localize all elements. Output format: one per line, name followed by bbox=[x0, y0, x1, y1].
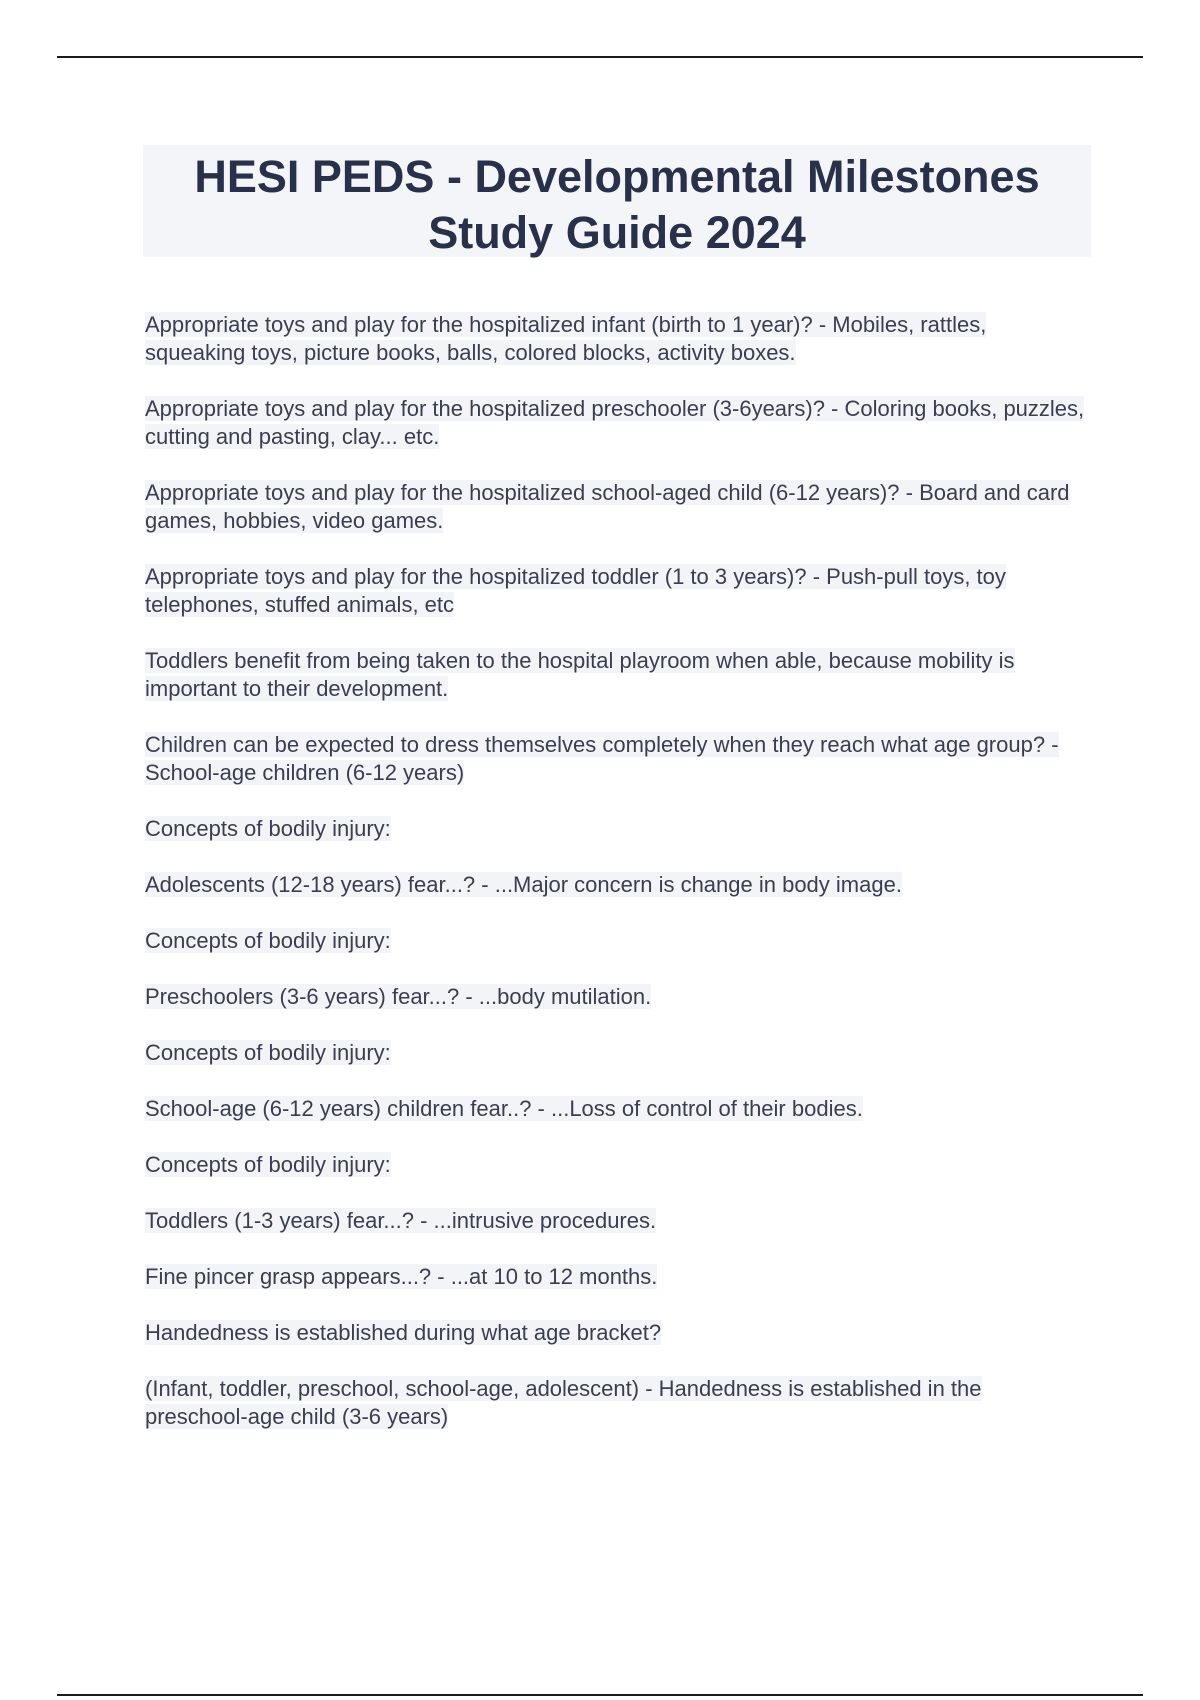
study-entry bbox=[145, 1375, 1085, 1431]
entry-text: Concepts of bodily injury: bbox=[145, 1152, 391, 1177]
study-entry bbox=[145, 983, 1085, 1011]
document-body bbox=[145, 311, 1085, 1459]
entry-text: Concepts of bodily injury: bbox=[145, 816, 391, 841]
entry-text: Appropriate toys and play for the hospitalized toddler (1 to 3 years)? - Push-pull toys, toy telephones, stuffed animals, etc bbox=[145, 564, 1006, 617]
entry-text: Appropriate toys and play for the hospitalized preschooler (3-6years)? - Coloring books, puzzles, cutting and pasting, clay... etc. bbox=[145, 396, 1085, 449]
entry-text: (Infant, toddler, preschool, school-age, adolescent) - Handedness is established in the preschool-age child (3-6 years) bbox=[145, 1376, 982, 1429]
study-entry bbox=[145, 1039, 1085, 1067]
study-entry bbox=[145, 563, 1085, 619]
study-entry bbox=[145, 1263, 1085, 1291]
entry-text: Appropriate toys and play for the hospitalized school-aged child (6-12 years)? - Board and card games, hobbies, video games. bbox=[145, 480, 1070, 533]
study-entry bbox=[145, 1207, 1085, 1235]
entry-text: Adolescents (12-18 years) fear...? - ...Major concern is change in body image. bbox=[145, 872, 902, 897]
study-entry bbox=[145, 927, 1085, 955]
entry-text: Toddlers (1-3 years) fear...? - ...intrusive procedures. bbox=[145, 1208, 657, 1233]
study-entry bbox=[145, 815, 1085, 843]
entry-text: Fine pincer grasp appears...? - ...at 10 to 12 months. bbox=[145, 1264, 658, 1289]
entry-text: Handedness is established during what age bracket? bbox=[145, 1320, 662, 1345]
entry-text: School-age (6-12 years) children fear..? - ...Loss of control of their bodies. bbox=[145, 1096, 863, 1121]
study-entry bbox=[145, 647, 1085, 703]
study-entry bbox=[145, 479, 1085, 535]
entry-text: Appropriate toys and play for the hospitalized infant (birth to 1 year)? - Mobiles, rattles, squeaking toys, picture books, balls, colored blocks, activity boxes. bbox=[145, 312, 987, 365]
entry-text: Toddlers benefit from being taken to the hospital playroom when able, because mobility is important to their development. bbox=[145, 648, 1015, 701]
study-entry bbox=[145, 1151, 1085, 1179]
study-entry bbox=[145, 731, 1085, 787]
top-rule bbox=[57, 56, 1143, 58]
study-entry bbox=[145, 395, 1085, 451]
title-banner bbox=[143, 145, 1091, 257]
page-title: HESI PEDS - Developmental Milestones Study Guide 2024 bbox=[194, 151, 1040, 258]
bottom-rule bbox=[57, 1694, 1143, 1696]
study-entry bbox=[145, 1319, 1085, 1347]
entry-text: Preschoolers (3-6 years) fear...? - ...body mutilation. bbox=[145, 984, 652, 1009]
entry-text: Concepts of bodily injury: bbox=[145, 1040, 391, 1065]
entry-text: Children can be expected to dress themselves completely when they reach what age group? - School-age children (6-12 years) bbox=[145, 732, 1059, 785]
study-entry bbox=[145, 1095, 1085, 1123]
study-entry bbox=[145, 311, 1085, 367]
study-entry bbox=[145, 871, 1085, 899]
entry-text: Concepts of bodily injury: bbox=[145, 928, 391, 953]
